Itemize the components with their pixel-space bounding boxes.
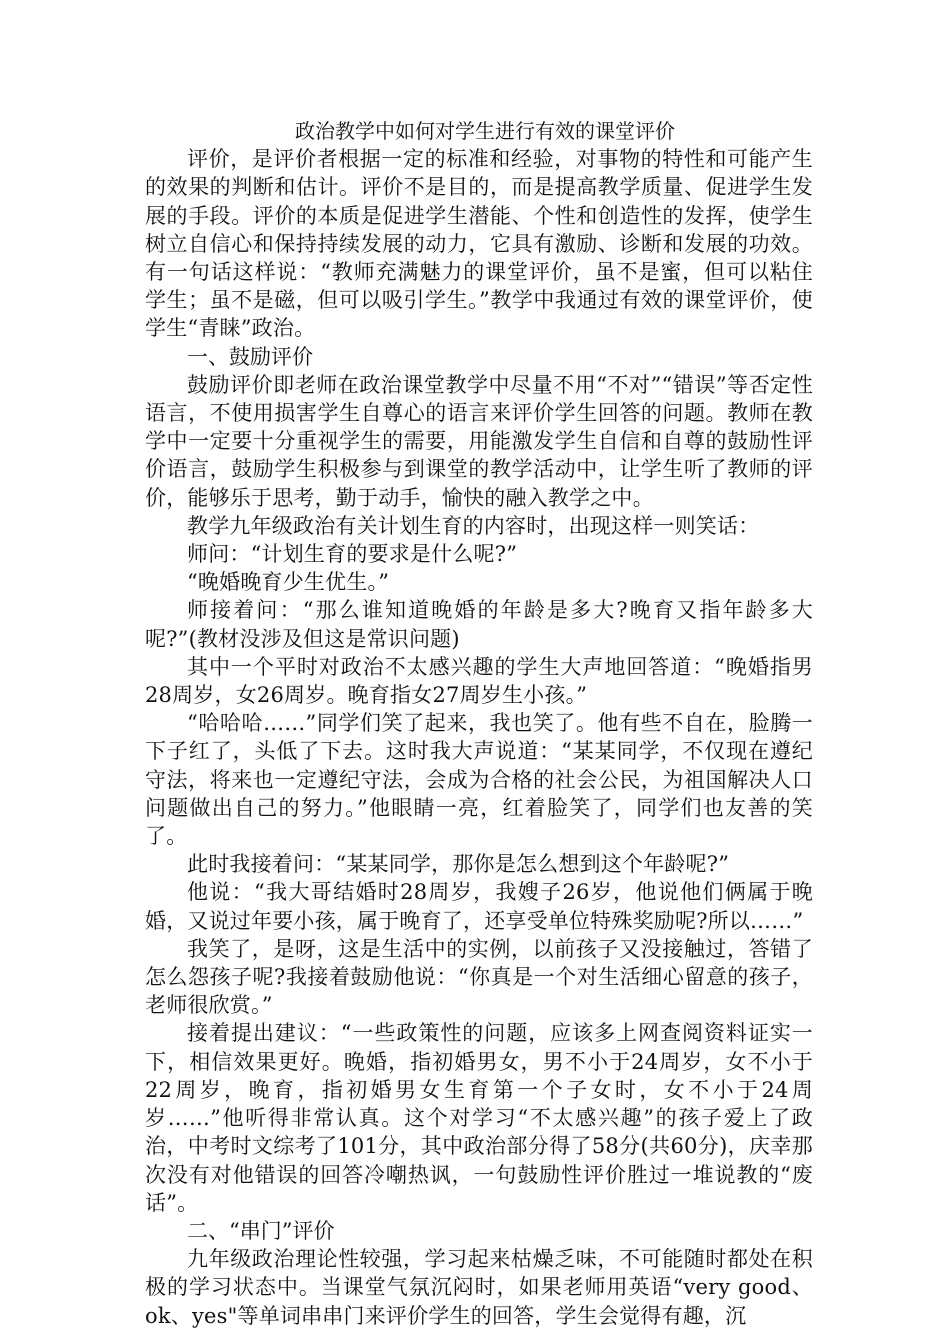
paragraph: 我笑了，是呀，这是生活中的实例，以前孩子又没接触过，答错了怎么怨孩子呢?我接着鼓励他说：“你真是一个对生活细心留意的孩子，老师很欣赏。” [145, 936, 813, 1018]
section-heading: 二、“串门”评价 [187, 1218, 335, 1243]
document-title: 政治教学中如何对学生进行有效的课堂评价 [295, 119, 675, 143]
paragraph: 师问：“计划生育的要求是什么呢?” [187, 542, 518, 567]
paragraph: 其中一个平时对政治不太感兴趣的学生大声地回答道：“晚婚指男28周岁，女26周岁。晚育指女27周岁生小孩。” [145, 654, 813, 708]
paragraph: “哈哈哈……”同学们笑了起来，我也笑了。他有些不自在，脸腾一下子红了，头低了下去。这时我大声说道：“某某同学，不仅现在遵纪守法，将来也一定遵纪守法，会成为合格的社会公民，为祖国解决人口问题做出自己的努力。”他眼睛一亮，红着脸笑了，同学们也友善的笑了。 [145, 711, 813, 849]
paragraph: “晚婚晚育少生优生。” [187, 570, 390, 595]
paragraph: 接着提出建议：“一些政策性的问题，应该多上网查阅资料证实一下，相信效果更好。晚婚，指初婚男女，男不小于24周岁，女不小于22周岁，晚育，指初婚男女生育第一个子女时，女不小于24周岁……”他听得非常认真。这个对学习“不太感兴趣”的孩子爱上了政治，中考时文综考了101分，其中政治部分得了58分(共60分)，庆幸那次没有对他错误的回答冷嘲热讽，一句鼓励性评价胜过一堆说教的“废话”。 [145, 1021, 813, 1215]
paragraph: 评价，是评价者根据一定的标准和经验，对事物的特性和可能产生的效果的判断和估计。评价不是目的，而是提高教学质量、促进学生发展的手段。评价的本质是促进学生潜能、个性和创造性的发挥，使学生树立自信心和保持持续发展的动力，它具有激励、诊断和发展的功效。有一句话这样说：“教师充满魅力的课堂评价，虽不是蜜，但可以粘住学生；虽不是磁，但可以吸引学生。”教学中我通过有效的课堂评价，使学生“青睐”政治。 [145, 147, 813, 341]
document-body [145, 117, 813, 1330]
section-heading: 一、鼓励评价 [187, 344, 313, 369]
paragraph: 他说：“我大哥结婚时28周岁，我嫂子26岁，他说他们俩属于晚婚，又说过年要小孩，属于晚育了，还享受单位特殊奖励呢?所以……” [145, 880, 813, 933]
paragraph: 鼓励评价即老师在政治课堂教学中尽量不用“不对”“错误”等否定性语言，不使用损害学生自尊心的语言来评价学生回答的问题。教师在教学中一定要十分重视学生的需要，用能激发学生自信和自尊的鼓励性评价语言，鼓励学生积极参与到课堂的教学活动中，让学生听了教师的评价，能够乐于思考，勤于动手，愉快的融入教学之中。 [145, 372, 813, 510]
paragraph: 教学九年级政治有关计划生育的内容时，出现这样一则笑话： [187, 513, 760, 538]
paragraph: 九年级政治理论性较强，学习起来枯燥乏味，不可能随时都处在积极的学习状态中。当课堂气氛沉闷时，如果老师用英语“very good、ok、yes"等单词串串门来评价学生的回答，学生会觉得有趣，沉 [145, 1247, 813, 1328]
paragraph: 师接着问：“那么谁知道晚婚的年龄是多大?晚育又指年龄多大呢?”(教材没涉及但这是常识问题) [145, 598, 813, 651]
paragraph: 此时我接着问：“某某同学，那你是怎么想到这个年龄呢?” [187, 852, 730, 877]
